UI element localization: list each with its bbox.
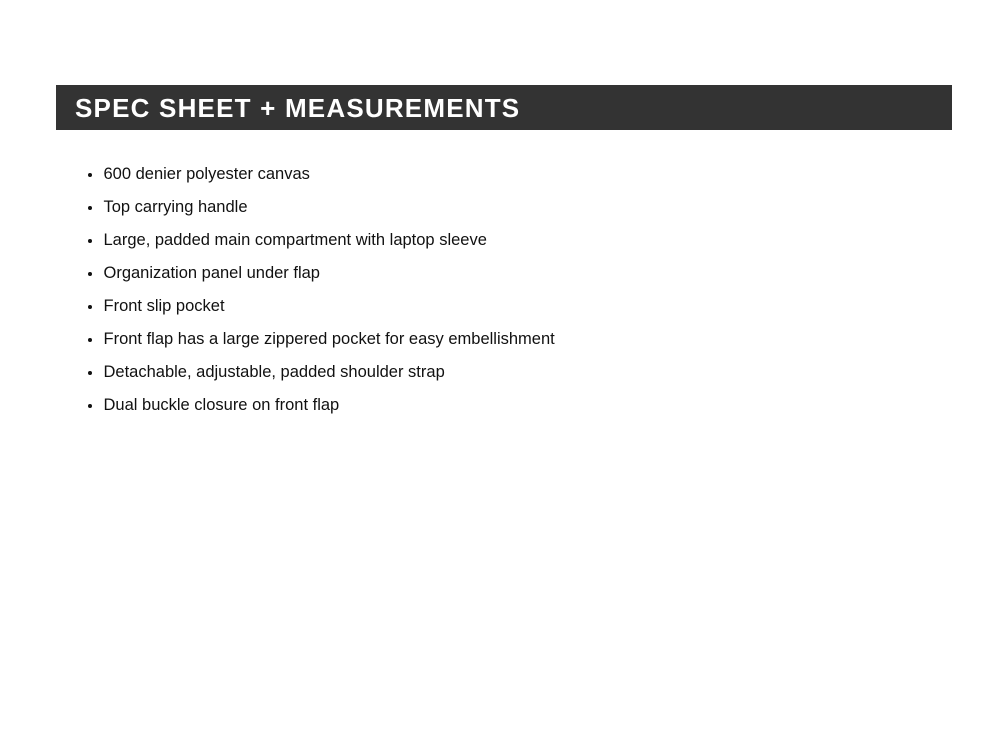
bullet-icon [88,239,92,243]
list-item-text: Organization panel under flap [103,264,320,282]
list-item [86,197,555,230]
list-item [86,329,555,362]
list-item-text: Top carrying handle [103,198,248,216]
list-item [86,263,555,296]
bullet-icon [88,338,92,342]
bullet-icon [88,404,92,408]
bullet-icon [88,371,92,375]
list-item-text: Dual buckle closure on front flap [103,396,340,414]
list-item [86,230,555,263]
bullet-icon [88,173,92,177]
list-item [86,362,555,395]
bullet-icon [88,206,92,210]
list-item-text: Front slip pocket [103,297,225,315]
list-item [86,164,555,197]
bullet-icon [88,305,92,309]
list-item-text: Large, padded main compartment with laptop sleeve [103,231,487,249]
list-item-text: Detachable, adjustable, padded shoulder strap [103,363,445,381]
section-header-bar [56,85,952,130]
list-item [86,296,555,329]
section-title: SPEC SHEET + MEASUREMENTS [75,93,521,123]
bullet-icon [88,272,92,276]
list-item-text: 600 denier polyester canvas [103,165,310,183]
list-item-text: Front flap has a large zippered pocket for easy embellishment [103,330,555,348]
list-item [86,395,555,428]
spec-feature-list [86,164,555,428]
